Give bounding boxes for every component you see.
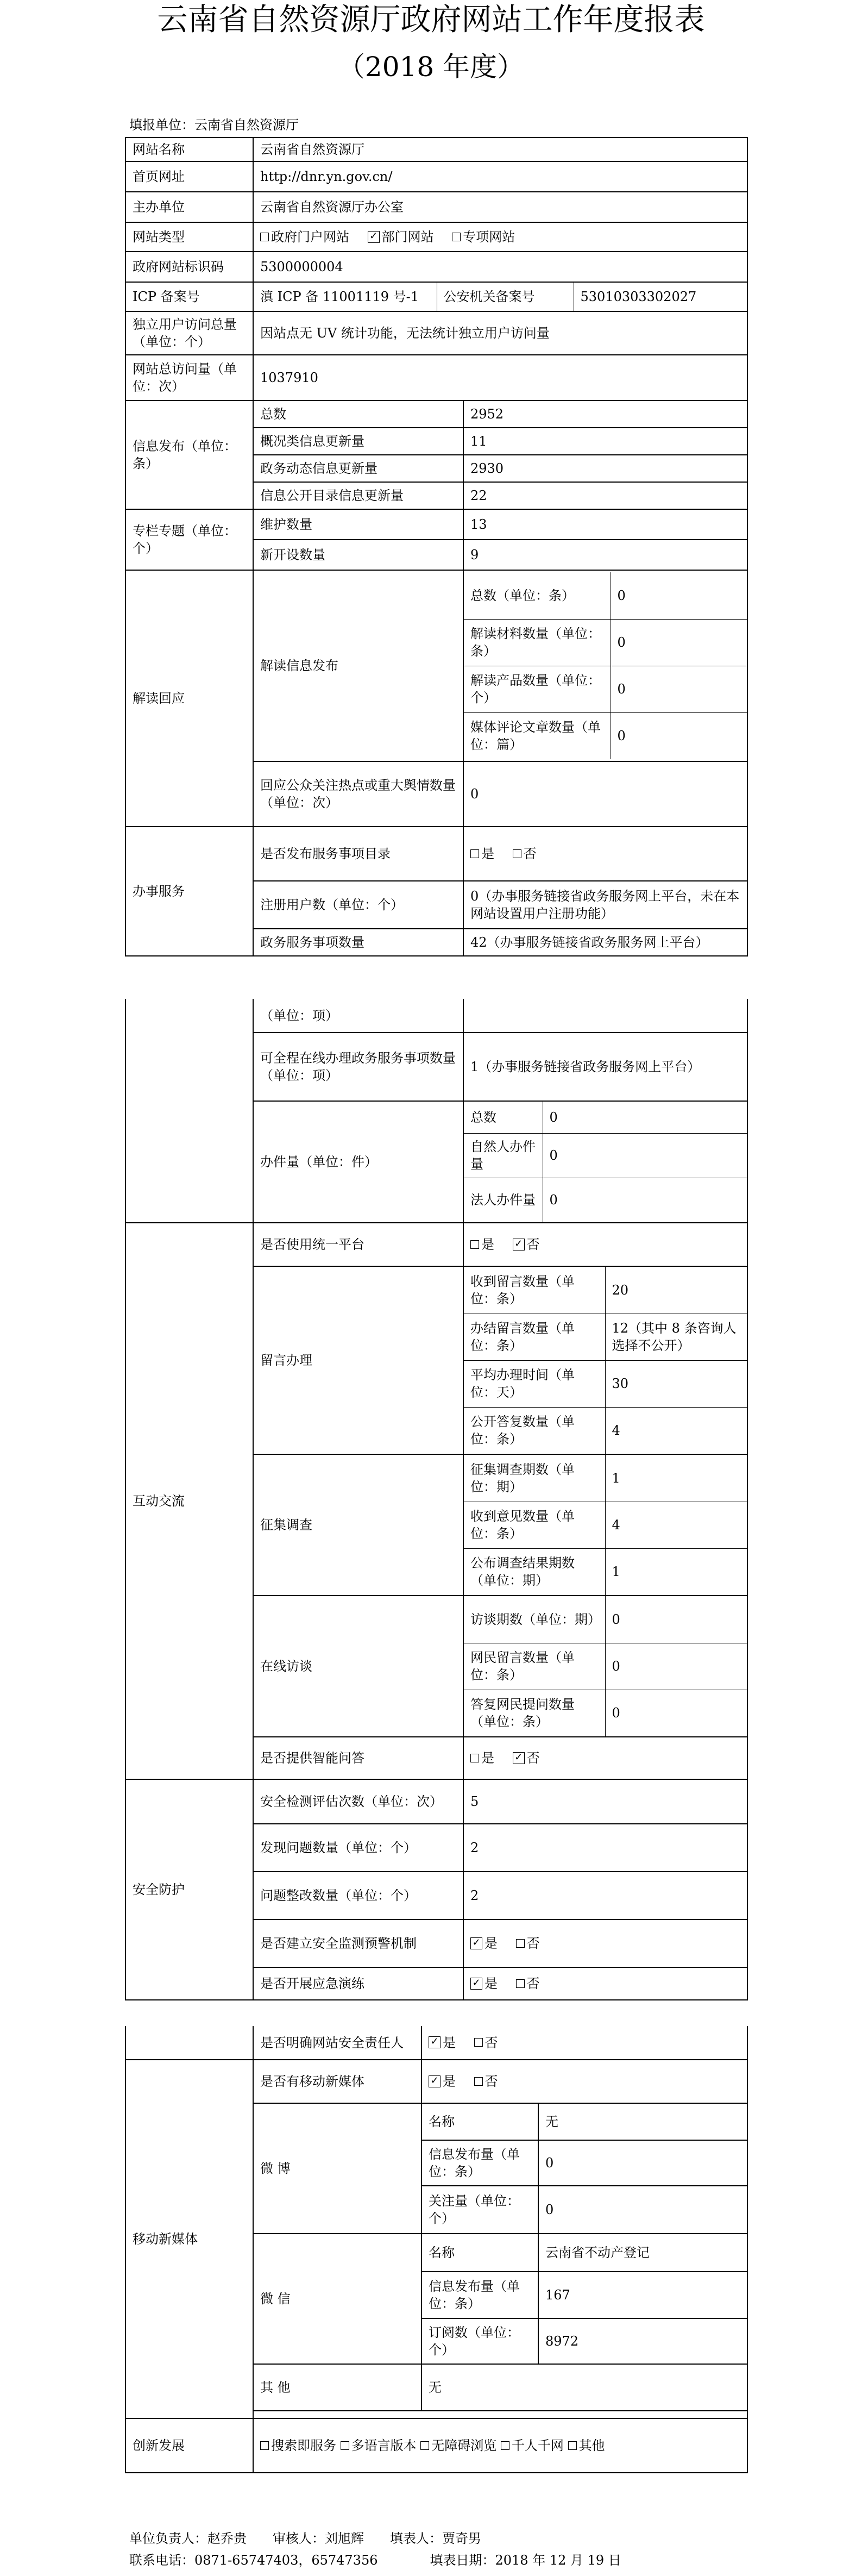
checkbox-checked-icon: ✓ [470,1978,482,1990]
report-table-part2 [125,999,748,2000]
security-found-value: 2 [463,1824,747,1872]
page-subtitle: （2018 年度） [337,51,525,83]
checkbox-icon [260,2441,269,2450]
weibo-follow-label: 关注量（单位：个） [421,2186,538,2234]
online-talk-label: 在线访谈 [253,1596,463,1737]
service-continued-cell [125,999,253,1223]
checkbox-icon [501,2441,509,2450]
weibo-name-value: 无 [538,2103,747,2140]
checkbox-checked-icon: ✓ [429,2075,441,2087]
security-owner-label: 是否明确网站安全责任人 [253,2026,421,2060]
wechat-name-value: 云南省不动产登记 [538,2234,747,2272]
service-online-label: 可全程在线办理政务服务事项数量（单位：项） [253,1033,463,1101]
msg-done-label: 办结留言数量（单位：条） [464,1314,605,1360]
info-total-value: 2952 [463,401,747,428]
checkbox-icon [260,233,269,241]
column-maintain-value: 13 [463,509,747,540]
service-items-unit-value [463,999,747,1033]
talk-msgs-label: 网民留言数量（单位：条） [464,1643,605,1690]
interp-material-value: 0 [611,619,747,666]
site-code-value: 5300000004 [253,252,747,282]
checkbox-checked-icon: ✓ [513,1752,525,1764]
security-monitor-label: 是否建立安全监测预警机制 [253,1920,463,1967]
info-overview-label: 概况类信息更新量 [253,428,463,455]
interp-total-value: 0 [611,572,747,619]
security-drill-options: ✓ 是 否 [463,1967,747,2000]
checkbox-icon [470,1754,479,1762]
site-type-options: 政府门户网站 ✓ 部门网站 专项网站 [253,222,747,252]
pv-label: 网站总访问量（单位：次） [125,355,253,401]
interp-material-label: 解读材料数量（单位：条） [464,619,611,666]
survey-issues-value: 1 [605,1455,747,1502]
interact-label: 互动交流 [125,1223,253,1779]
checkbox-icon [474,2077,483,2086]
column-label: 专栏专题（单位：个） [125,509,253,570]
smart-qa-options: 是 ✓ 否 [463,1737,747,1779]
info-news-label: 政务动态信息更新量 [253,455,463,482]
survey-opinions-label: 收到意见数量（单位：条） [464,1502,605,1548]
checkbox-icon [470,849,479,858]
msg-avg-label: 平均办理时间（单位：天） [464,1360,605,1407]
report-table-part3 [125,2026,748,2473]
msg-pub-label: 公开答复数量（单位：条） [464,1407,605,1454]
checkbox-icon [516,1939,525,1948]
service-users-value: 0（办事服务链接省政务服务网上平台，未在本网站设置用户注册功能） [463,881,747,929]
survey-results-label: 公布调查结果期数（单位：期） [464,1548,605,1595]
msg-recv-value: 20 [605,1267,747,1314]
security-eval-label: 安全检测评估次数（单位：次） [253,1779,463,1824]
uv-label: 独立用户访问总量（单位：个） [125,311,253,355]
handled-legal-value: 0 [543,1178,747,1222]
checkbox-icon [513,849,521,858]
site-type-label: 网站类型 [125,222,253,252]
msg-pub-value: 4 [605,1407,747,1454]
service-items-label: 政务服务事项数量 [253,929,463,956]
weibo-info-label: 信息发布量（单位：条） [421,2140,538,2186]
info-news-value: 2930 [463,455,747,482]
info-overview-value: 11 [463,428,747,455]
wechat-sub-label: 订阅数（单位：个） [421,2318,538,2364]
interp-label: 解读回应 [125,570,253,827]
wechat-sub-value: 8972 [538,2318,747,2364]
column-new-label: 新开设数量 [253,540,463,570]
talk-msgs-value: 0 [605,1643,747,1690]
msg-recv-label: 收到留言数量（单位：条） [464,1267,605,1314]
talk-issues-label: 访谈期数（单位：期） [464,1596,605,1643]
home-value: http://dnr.yn.gov.cn/ [253,161,747,192]
checkbox-checked-icon: ✓ [470,1937,482,1949]
security-drill-label: 是否开展应急演练 [253,1967,463,2000]
service-users-label: 注册用户数（单位：个） [253,881,463,929]
security-fixed-value: 2 [463,1872,747,1920]
report-table-part1 [125,137,748,956]
security-monitor-options: ✓ 是 否 [463,1920,747,1967]
interp-product-label: 解读产品数量（单位：个） [464,666,611,712]
icp-value: 滇 ICP 备 11001119 号-1 [254,283,437,311]
service-handled-label: 办件量（单位：件） [253,1101,463,1223]
page-title: 云南省自然资源厅政府网站工作年度报表 [157,2,705,37]
service-catalog-options: 是 否 [463,827,747,881]
column-maintain-label: 维护数量 [253,509,463,540]
service-online-value: 1（办事服务链接省政务服务网上平台） [463,1033,747,1101]
column-new-value: 9 [463,540,747,570]
service-items-value: 42（办事服务链接省政务服务网上平台） [463,929,747,956]
talk-replies-label: 答复网民提问数量（单位：条） [464,1690,605,1736]
checkbox-icon [516,1979,525,1988]
interact-platform-label: 是否使用统一平台 [253,1223,463,1266]
wechat-name-label: 名称 [421,2234,538,2272]
pv-value: 1037910 [253,355,747,401]
police-label: 公安机关备案号 [437,283,574,311]
weibo-label: 微 博 [253,2103,421,2234]
msg-done-value: 12（其中 8 条咨询人选择不公开） [605,1314,747,1360]
reporting-unit: 填报单位：云南省自然资源厅 [129,117,299,133]
handled-total-label: 总数 [464,1102,543,1133]
security-label: 安全防护 [125,1779,253,2000]
service-items-unit: （单位：项） [253,999,463,1033]
interp-media-value: 0 [611,712,747,759]
service-label: 办事服务 [125,827,253,956]
interp-response-label: 回应公众关注热点或重大舆情数量（单位：次） [253,761,463,827]
security-owner-options: ✓ 是 否 [421,2026,747,2060]
mobile-other-label: 其 他 [253,2364,421,2411]
checkbox-checked-icon: ✓ [368,231,380,243]
info-catalog-label: 信息公开目录信息更新量 [253,482,463,509]
interp-response-value: 0 [463,761,747,827]
uv-value: 因站点无 UV 统计功能，无法统计独立用户访问量 [253,311,747,355]
mobile-spacer [253,2411,747,2418]
police-value: 53010303302027 [574,283,747,311]
mobile-other-value: 无 [421,2364,747,2411]
innovation-options: 搜索即服务 多语言版本 无障碍浏览 千人千网 其他 [253,2418,747,2473]
info-publish-label: 信息发布（单位：条） [125,401,253,509]
site-code-label: 政府网站标识码 [125,252,253,282]
info-total-label: 总数 [253,401,463,428]
interp-product-value: 0 [611,666,747,712]
innovation-label: 创新发展 [125,2418,253,2473]
icp-label: ICP 备案号 [125,282,253,311]
handled-legal-label: 法人办件量 [464,1178,543,1222]
handled-person-label: 自然人办件量 [464,1133,543,1178]
survey-issues-label: 征集调查期数（单位：期） [464,1455,605,1502]
survey-results-value: 1 [605,1548,747,1595]
security-found-label: 发现问题数量（单位：个） [253,1824,463,1872]
checkbox-icon [452,233,461,241]
handled-total-value: 0 [543,1102,747,1133]
talk-replies-value: 0 [605,1690,747,1736]
wechat-info-value: 167 [538,2272,747,2318]
interp-publish-label: 解读信息发布 [253,570,463,761]
site-name-value: 云南省自然资源厅 [253,137,747,161]
footer-responsible: 单位负责人：赵乔贵 审核人：刘旭辉 填表人：贾奇男 [129,2531,481,2546]
survey-label: 征集调查 [253,1454,463,1596]
site-name-label: 网站名称 [125,137,253,161]
mobile-has-options: ✓ 是 否 [421,2060,747,2103]
msg-avg-value: 30 [605,1360,747,1407]
checkbox-icon [420,2441,429,2450]
footer-contact: 联系电话：0871-65747403，65747356 填表日期：2018 年 12 月 19 日 [129,2553,621,2568]
wechat-label: 微 信 [253,2234,421,2364]
wechat-info-label: 信息发布量（单位：条） [421,2272,538,2318]
weibo-follow-value: 0 [538,2186,747,2234]
interp-total-label: 总数（单位：条） [464,572,611,619]
weibo-info-value: 0 [538,2140,747,2186]
sponsor-value: 云南省自然资源厅办公室 [253,192,747,222]
sponsor-label: 主办单位 [125,192,253,222]
service-catalog-label: 是否发布服务事项目录 [253,827,463,881]
msg-handling-label: 留言办理 [253,1266,463,1454]
checkbox-icon [568,2441,577,2450]
talk-issues-value: 0 [605,1596,747,1643]
security-continued-cell [125,2026,253,2060]
mobile-label: 移动新媒体 [125,2060,253,2418]
checkbox-checked-icon: ✓ [513,1239,525,1251]
interact-platform-options: 是 ✓ 否 [463,1223,747,1266]
checkbox-icon [470,1240,479,1249]
checkbox-icon [474,2038,483,2047]
smart-qa-label: 是否提供智能问答 [253,1737,463,1779]
checkbox-checked-icon: ✓ [429,2036,441,2048]
mobile-has-label: 是否有移动新媒体 [253,2060,421,2103]
security-fixed-label: 问题整改数量（单位：个） [253,1872,463,1920]
survey-opinions-value: 4 [605,1502,747,1548]
checkbox-icon [341,2441,349,2450]
weibo-name-label: 名称 [421,2103,538,2140]
interp-media-label: 媒体评论文章数量（单位：篇） [464,712,611,759]
info-catalog-value: 22 [463,482,747,509]
security-eval-value: 5 [463,1779,747,1824]
handled-person-value: 0 [543,1133,747,1178]
home-label: 首页网址 [125,161,253,192]
